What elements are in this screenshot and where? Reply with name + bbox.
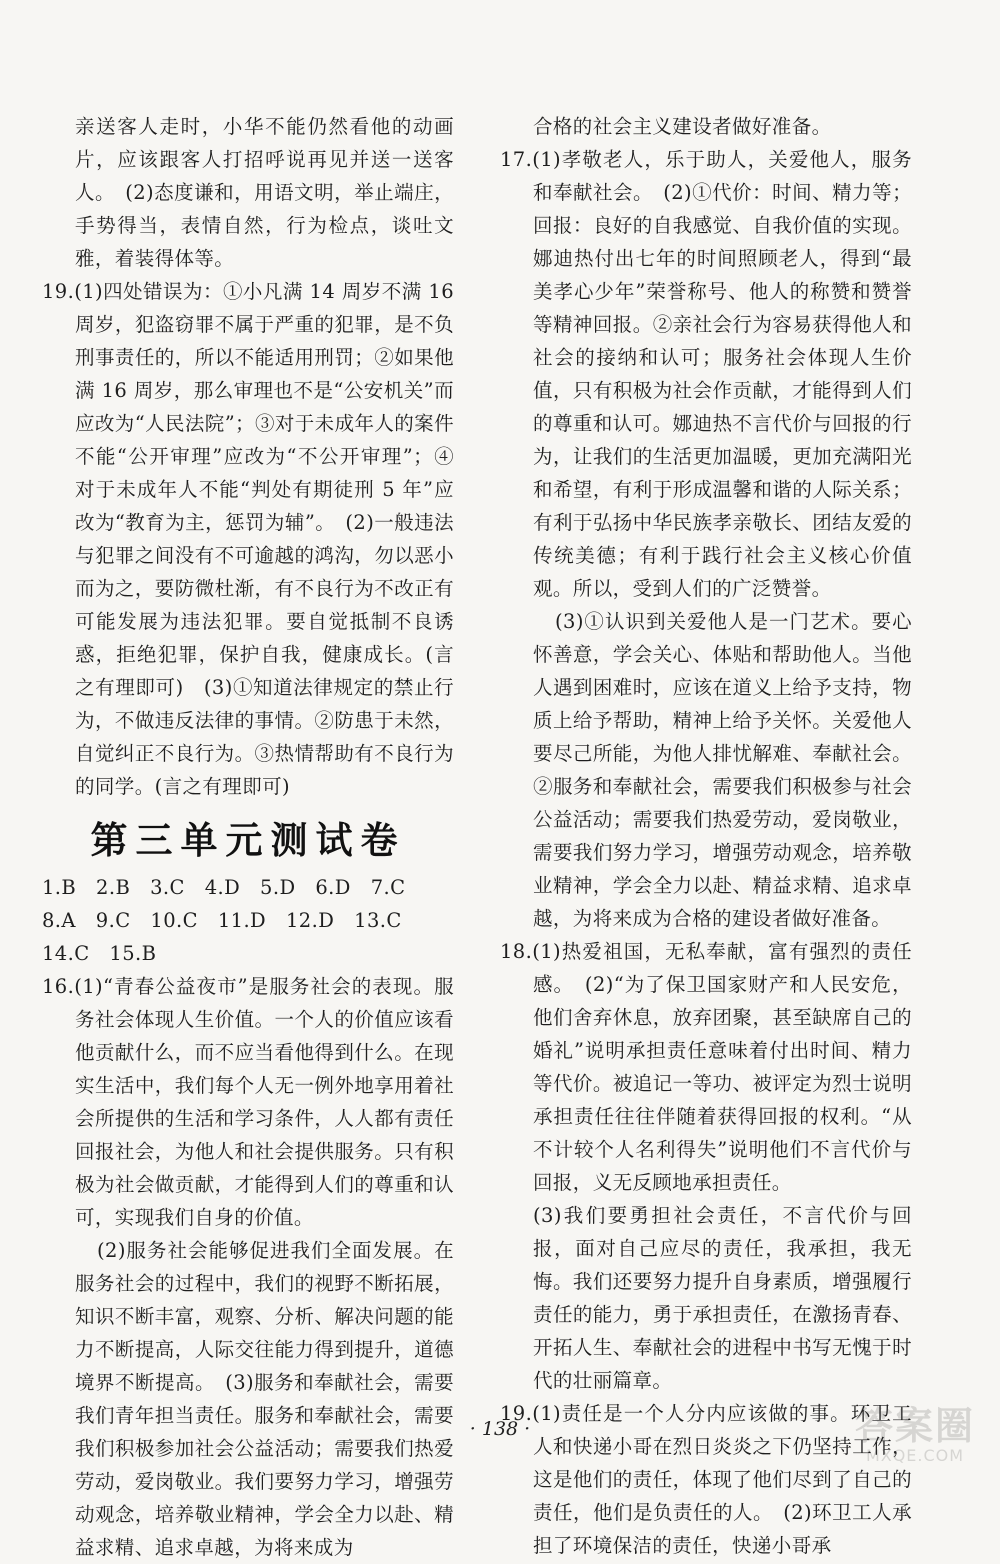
q17-answer-part-2: (3)①认识到关爱他人是一门艺术。要心怀善意，学会关心、体贴和帮助他人。当他人遇到困难时，应该在道义上给予支持，物质上给予帮助，精神上给予关怀。关爱他人要尽己所能，为他人排忧解难、奉献社会。②服务和奉献社会，需要我们积极参与社会公益活动；需要我们热爱劳动，爱岗敬业，需要我们努力学习，增强劳动观念，培养敬业精神，学会全力以赴、精益求精、追求卓越，为将来成为合格的建设者做好准备。 <box>533 610 912 930</box>
choice-answers-line-1: 1.B 2.B 3.C 4.D 5.D 6.D 7.C <box>42 876 406 899</box>
q16-continuation: 合格的社会主义建设者做好准备。 <box>533 115 832 138</box>
choice-answers-line-2: 8.A 9.C 10.C 11.D 12.D 13.C <box>42 909 402 932</box>
watermark <box>840 1406 990 1465</box>
q19-answer-right: 19.(1)责任是一个人分内应该做的事。环卫工人和快递小哥在烈日炎炎之下仍坚持工作，这是他们的责任，体现了他们尽到了自己的责任，他们是负责任的人。 (2)环卫工人承担了环境保洁的责任，快递小哥承 <box>500 1402 912 1557</box>
choice-answers-line-3: 14.C 15.B <box>42 942 157 965</box>
q18-answer-part-2: (3)我们要勇担社会责任，不言代价与回报，面对自己应尽的责任，我承担，我无悔。我们还要努力提升自身素质，增强履行责任的能力，勇于承担责任，在激扬青春、开拓人生、奉献社会的进程中书写无愧于时代的壮丽篇章。 <box>533 1204 912 1392</box>
q18-answer-part-1: 18.(1)热爱祖国，无私奉献，富有强烈的责任感。 (2)“为了保卫国家财产和人民安危，他们舍弃休息，放弃团聚，甚至缺席自己的婚礼”说明承担责任意味着付出时间、精力等代价。被追记一等功、被评定为烈士说明承担责任往往伴随着获得回报的权利。“从不计较个人名利得失”说明他们不言代价与回报，义无反顾地承担责任。 <box>500 940 912 1194</box>
q16-answer-part-1: 16.(1)“青春公益夜市”是服务社会的表现。服务社会体现人生价值。一个人的价值应该看他贡献什么，而不应当看他得到什么。在现实生活中，我们每个人无一例外地享用着社会所提供的生活和学习条件，人人都有责任回报社会，为他人和社会提供服务。只有积极为社会做贡献，才能得到人们的尊重和认可，实现我们自身的价值。 <box>42 975 454 1229</box>
watermark-url: MXQE.COM <box>865 1446 965 1465</box>
watermark-logo: 答案圈 <box>854 1404 975 1448</box>
page-number: · 138 · <box>469 1418 531 1440</box>
q18-continuation: 亲送客人走时，小华不能仍然看他的动画片，应该跟客人打招呼说再见并送一送客人。 (2)态度谦和，用语文明，举止端庄，手势得当，表情自然，行为检点，谈吐文雅，着装得体等。 <box>75 115 454 270</box>
left-column <box>42 110 454 1564</box>
section-title: 第三单元测试卷 <box>90 818 406 862</box>
q16-answer-part-2: (2)服务社会能够促进我们全面发展。在服务社会的过程中，我们的视野不断拓展，知识不断丰富，观察、分析、解决问题的能力不断提高，人际交往能力得到提升，道德境界不断提高。 (3)服务和奉献社会，需要我们青年担当责任。服务和奉献社会，需要我们积极参加社会公益活动；需要我们热爱劳动，爱岗敬业。我们要努力学习，增强劳动观念，培养敬业精神，学会全力以赴、精益求精、追求卓越，为将来成为 <box>75 1239 454 1559</box>
right-column <box>500 110 912 1562</box>
q19-answer: 19.(1)四处错误为：①小凡满 14 周岁不满 16 周岁，犯盗窃罪不属于严重的犯罪，是不负刑事责任的，所以不能适用刑罚；②如果他满 16 周岁，那么审理也不是“公安机关”而应改为“人民法院”；③对于未成年人的案件不能“公开审理”应改为“不公开审理”；④对于未成年人不能“判处有期徒刑 5 年”应改为“教育为主，惩罚为辅”。 (2)一般违法与犯罪之间没有不可逾越的鸿沟，勿以恶小而为之，要防微杜渐，有不良行为不改正有可能发展为违法犯罪。要自觉抵制不良诱惑，拒绝犯罪，保护自我，健康成长。(言之有理即可) (3)①知道法律规定的禁止行为，不做违反法律的事情。②防患于未然，自觉纠正不良行为。③热情帮助有不良行为的同学。(言之有理即可) <box>42 280 454 798</box>
q17-answer-part-1: 17.(1)孝敬老人，乐于助人，关爱他人，服务和奉献社会。 (2)①代价：时间、精力等；回报：良好的自我感觉、自我价值的实现。娜迪热付出七年的时间照顾老人，得到“最美孝心少年”荣誉称号、他人的称赞和赞誉等精神回报。②亲社会行为容易获得他人和社会的接纳和认可；服务社会体现人生价值，只有积极为社会作贡献，才能得到人们的尊重和认可。娜迪热不言代价与回报的行为，让我们的生活更加温暖，更加充满阳光和希望，有利于形成温馨和谐的人际关系；有利于弘扬中华民族孝亲敬长、团结友爱的传统美德；有利于践行社会主义核心价值观。所以，受到人们的广泛赞誉。 <box>500 148 912 600</box>
